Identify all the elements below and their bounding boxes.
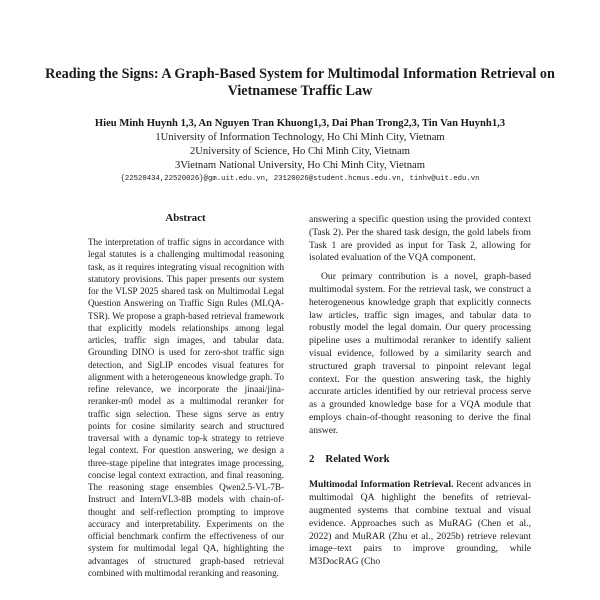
section-number: 2 [309, 452, 315, 465]
author-emails: {22520434,22520026}@gm.uit.edu.vn, 23120026@student.hcmus.edu.vn, tinhv@uit.edu.vn [120, 175, 480, 183]
paper-title: Reading the Signs: A Graph-Based System for Multimodal Information Retrieval on Vietnamese Traffic Law [45, 66, 555, 99]
abstract-body [88, 236, 284, 579]
affiliation-1: 1University of Information Technology, Ho Chi Minh City, Vietnam [155, 132, 445, 143]
paragraph-title: Multimodal Information Retrieval. [309, 479, 454, 491]
affiliation-2: 2University of Science, Ho Chi Minh City, Vietnam [189, 146, 411, 157]
author-list: Hieu Minh Huynh 1,3, An Nguyen Tran Khuong1,3, Dai Phan Trong2,3, Tin Van Huynh1,3 [94, 118, 506, 129]
abstract-text: The interpretation of traffic signs in accordance with legal statutes is a challenging multimodal reasoning task, as it requires integrating visual recognition with statutory provisions. This paper presents our system for the VLSP 2025 shared task on Multimodal Legal Question Answering on Traffic Sign Rules (MLQA-TSR). We propose a graph-based retrieval framework that explicitly models relationships among legal articles, traffic sign images, and tabular data. Grounding DINO is used for zero-shot traffic sign detection, and SigLIP encodes visual features for alignment with a heterogeneous knowledge graph. To refine relevance, we incorporate the jinaai/jina-reranker-m0 model as a multimodal reranker for traffic sign selection. These signs serve as entry points for cosine similarity search and structured traversal with a dynamic top-k strategy to retrieve legal context. For question answering, we design a three-stage pipeline that integrates image processing, concise legal context extraction, and final reasoning. The reasoning stage ensembles Qwen2.5-VL-7B-Instruct and InternVL3-8B models with chain-of-thought and self-reflection prompting to improve accuracy and interpretability. Experiments on the official benchmark confirm the effectiveness of our system for multimodal legal QA, highlighting the advantages of structured graph-based retrieval combined with multimodal reranking and reasoning. [88, 237, 284, 578]
right-column [309, 214, 531, 569]
related-work-paragraph [309, 479, 531, 569]
paragraph-text: Recent advances in multimodal QA highlight the benefits of retrieval-augmented systems that combine textual and visual evidence. Approaches such as MuRAG (Chen et al., 2022) and MuRAR (Zhu et al., 2025b) retrieve relevant image–text pairs to improve grounding, while M3DocRAG (Cho [309, 479, 531, 568]
section-heading-related-work [309, 453, 531, 466]
abstract-heading: Abstract [165, 212, 206, 224]
intro-paragraph-continued: answering a specific question using the provided context (Task 2). Per the shared task design, the gold labels from Task 1 are provided as input for Task 2, allowing for isolated evaluation of the VQA component. [309, 214, 531, 264]
section-title: Related Work [325, 452, 390, 465]
affiliation-3: 3Vietnam National University, Ho Chi Minh City, Vietnam [175, 160, 425, 171]
contribution-paragraph: Our primary contribution is a novel, graph-based multimodal system. For the retrieval task, we construct a heterogeneous knowledge graph that explicitly connects law articles, traffic sign images, and tabular data to robustly model the legal domain. Our query processing pipeline uses a multimodal reranker to identify salient visual evidence, followed by a similarity search and structured graph traversal to pinpoint relevant legal context. For the question answering task, the highly accurate articles identified by our retrieval process serve as a grounded knowledge base for a VQA module that employs chain-of-thought reasoning to derive the final answer. [309, 271, 531, 436]
